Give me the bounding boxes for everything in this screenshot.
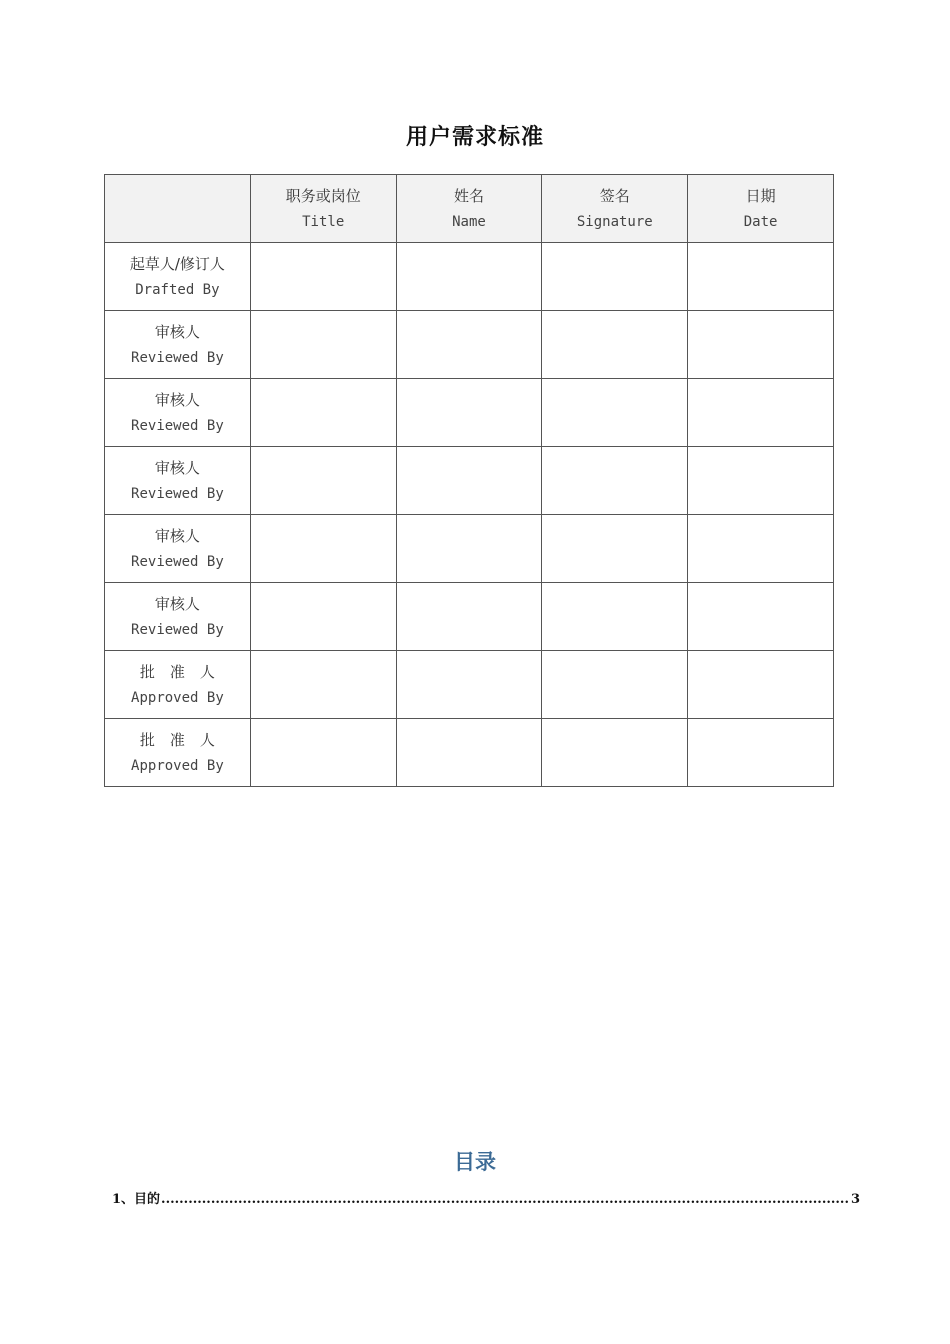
row-role-en: Reviewed By xyxy=(131,485,224,502)
row-role-cn: 审核人 xyxy=(154,390,200,409)
header-date-cn: 日期 xyxy=(745,186,776,205)
table-row xyxy=(105,447,834,515)
row-role-cell xyxy=(105,583,251,651)
date-cell[interactable] xyxy=(688,447,834,515)
row-role-cell xyxy=(105,379,251,447)
table-row xyxy=(105,651,834,719)
row-role-cn: 批 准 人 xyxy=(139,662,215,681)
name-cell[interactable] xyxy=(396,719,542,787)
toc-entry[interactable] xyxy=(112,1188,860,1207)
row-role-en: Approved By xyxy=(131,689,224,706)
signature-cell[interactable] xyxy=(542,651,688,719)
header-cell-date xyxy=(688,175,834,243)
row-role-en: Reviewed By xyxy=(131,349,224,366)
table-row xyxy=(105,311,834,379)
signature-cell[interactable] xyxy=(542,719,688,787)
date-cell[interactable] xyxy=(688,515,834,583)
table-row xyxy=(105,583,834,651)
header-date-en: Date xyxy=(743,213,778,230)
signature-cell[interactable] xyxy=(542,311,688,379)
document-title: 用户需求标准 xyxy=(405,125,544,150)
row-role-cell xyxy=(105,311,251,379)
row-role-cell xyxy=(105,651,251,719)
name-cell[interactable] xyxy=(396,583,542,651)
header-cell-name xyxy=(396,175,542,243)
header-cell-role xyxy=(105,175,251,243)
row-role-cn: 起草人/修订人 xyxy=(129,254,225,273)
row-role-cell xyxy=(105,515,251,583)
table-row xyxy=(105,243,834,311)
row-role-cell xyxy=(105,447,251,515)
table-row xyxy=(105,379,834,447)
title-cell[interactable] xyxy=(250,719,396,787)
row-role-cell xyxy=(105,243,251,311)
row-role-cn: 审核人 xyxy=(154,458,200,477)
name-cell[interactable] xyxy=(396,243,542,311)
name-cell[interactable] xyxy=(396,447,542,515)
header-name-cn: 姓名 xyxy=(453,186,484,205)
row-role-cn: 审核人 xyxy=(154,594,200,613)
name-cell[interactable] xyxy=(396,311,542,379)
row-role-en: Reviewed By xyxy=(131,417,224,434)
title-cell[interactable] xyxy=(250,379,396,447)
row-role-cn: 批 准 人 xyxy=(139,730,215,749)
header-signature-en: Signature xyxy=(576,213,653,230)
signature-cell[interactable] xyxy=(542,515,688,583)
signature-cell[interactable] xyxy=(542,243,688,311)
date-cell[interactable] xyxy=(688,583,834,651)
date-cell[interactable] xyxy=(688,651,834,719)
title-cell[interactable] xyxy=(250,311,396,379)
toc-entry-page[interactable]: 3 xyxy=(850,1192,860,1207)
title-cell[interactable] xyxy=(250,515,396,583)
date-cell[interactable] xyxy=(688,379,834,447)
title-cell[interactable] xyxy=(250,583,396,651)
signature-cell[interactable] xyxy=(542,447,688,515)
row-role-en: Drafted By xyxy=(135,281,220,298)
table-row xyxy=(105,719,834,787)
signature-cell[interactable] xyxy=(542,583,688,651)
row-role-cell xyxy=(105,719,251,787)
title-cell[interactable] xyxy=(250,447,396,515)
toc-title: 目录 xyxy=(454,1150,496,1174)
header-title-en: Title xyxy=(302,213,345,230)
row-role-en: Reviewed By xyxy=(131,553,224,570)
date-cell[interactable] xyxy=(688,311,834,379)
name-cell[interactable] xyxy=(396,379,542,447)
signature-table xyxy=(104,174,834,787)
table-row xyxy=(105,515,834,583)
row-role-en: Reviewed By xyxy=(131,621,224,638)
date-cell[interactable] xyxy=(688,243,834,311)
header-cell-title xyxy=(250,175,396,243)
header-signature-cn: 签名 xyxy=(599,186,630,205)
toc-entry-label[interactable]: 1、目的 xyxy=(112,1192,161,1207)
row-role-cn: 审核人 xyxy=(154,526,200,545)
signature-cell[interactable] xyxy=(542,379,688,447)
title-cell[interactable] xyxy=(250,243,396,311)
name-cell[interactable] xyxy=(396,651,542,719)
row-role-cn: 审核人 xyxy=(154,322,200,341)
name-cell[interactable] xyxy=(396,515,542,583)
table-header-row xyxy=(105,175,834,243)
header-cell-signature xyxy=(542,175,688,243)
row-role-en: Approved By xyxy=(131,757,224,774)
toc-leader-dots xyxy=(161,1192,850,1207)
header-title-cn: 职务或岗位 xyxy=(285,186,361,205)
date-cell[interactable] xyxy=(688,719,834,787)
header-name-en: Name xyxy=(452,213,486,230)
title-cell[interactable] xyxy=(250,651,396,719)
